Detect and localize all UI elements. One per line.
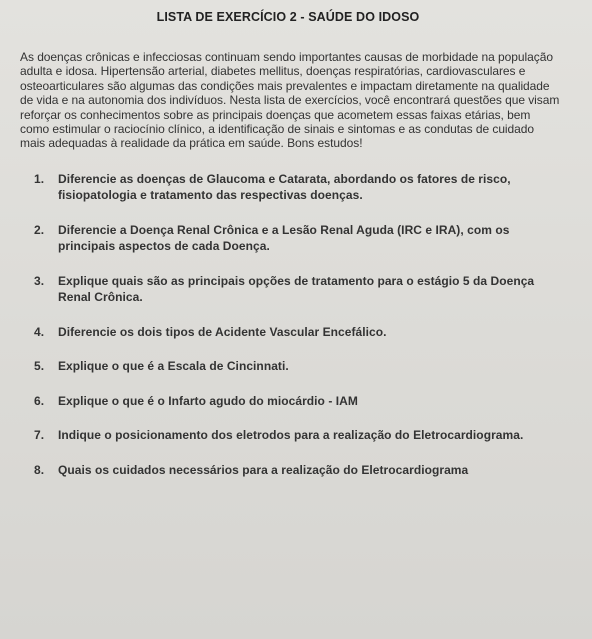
question-item-6: [34, 393, 562, 410]
document-title: LISTA DE EXERCÍCIO 2 - SAÚDE DO IDOSO: [156, 10, 420, 24]
question-text: Quais os cuidados necessários para a realização do Eletrocardiograma: [58, 462, 469, 477]
question-item-5: [34, 358, 562, 375]
question-number: 8.: [34, 462, 45, 477]
question-text: Explique o que é a Escala de Cincinnati.: [58, 359, 289, 374]
question-text: Explique o que é o Infarto agudo do miocárdio - IAM: [58, 393, 358, 408]
question-number: 7.: [34, 428, 45, 443]
intro-paragraph: As doenças crônicas e infecciosas continuam sendo importantes causas de morbidade na população adulta e idosa. Hipertensão arterial, diabetes mellitus, doenças respiratórias, cardiovasculares e osteoarticulares são algumas das condições mais prevalentes e impactam diretamente na qualidade de vida e na autonomia dos indivíduos. Nesta lista de exercícios, você encontrará questões que visam reforçar os conhecimentos sobre as principais doenças que acometem essas faixas etárias, bem como estimular o raciocínio clínico, a identificação de sinais e sintomas e as condutas de cuidado mais adequadas à realidade da prática em saúde. Bons estudos!: [20, 50, 560, 151]
question-item-4: [34, 324, 562, 341]
question-text: Indique o posicionamento dos eletrodos para a realização do Eletrocardiograma.: [58, 428, 524, 443]
question-text: Explique quais são as principais opções de tratamento para o estágio 5 da Doença Renal Crônica.: [58, 273, 535, 305]
question-number: 2.: [34, 222, 45, 237]
question-number: 3.: [34, 273, 45, 288]
question-number: 6.: [34, 393, 45, 408]
question-number: 1.: [34, 171, 45, 186]
question-number: 5.: [34, 359, 45, 374]
question-item-1: [34, 171, 562, 204]
question-number: 4.: [34, 324, 45, 339]
question-list: [14, 171, 562, 479]
question-text: Diferencie a Doença Renal Crônica e a Lesão Renal Aguda (IRC e IRA), com os principais aspectos de cada Doença.: [58, 222, 510, 254]
question-item-2: [34, 222, 562, 255]
question-text: Diferencie as doenças de Glaucoma e Catarata, abordando os fatores de risco, fisiopatologia e tratamento das respectivas doenças.: [58, 171, 511, 203]
question-item-3: [34, 273, 562, 306]
question-text: Diferencie os dois tipos de Acidente Vascular Encefálico.: [58, 324, 387, 339]
question-item-8: [34, 462, 562, 479]
question-item-7: [34, 427, 562, 444]
